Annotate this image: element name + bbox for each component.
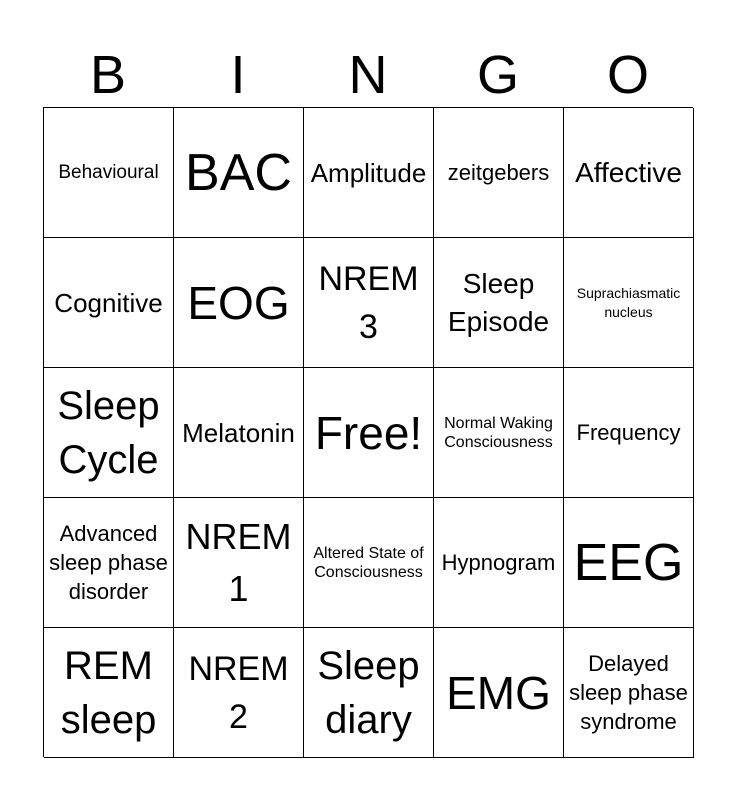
bingo-cell[interactable] <box>44 368 174 498</box>
cell-text: Delayed sleep phase syndrome <box>569 651 688 734</box>
bingo-cell[interactable] <box>434 238 564 368</box>
bingo-header <box>43 42 693 108</box>
bingo-cell[interactable] <box>304 628 434 758</box>
bingo-cell[interactable] <box>304 238 434 368</box>
bingo-cell[interactable] <box>564 108 694 238</box>
bingo-cell[interactable] <box>564 498 694 628</box>
cell-text: Cognitive <box>54 287 163 318</box>
bingo-cell[interactable] <box>434 498 564 628</box>
bingo-cell[interactable] <box>304 108 434 238</box>
cell-text: Normal Waking Consciousness <box>444 414 553 451</box>
bingo-cell[interactable] <box>434 108 564 238</box>
cell-text: EMG <box>446 666 551 719</box>
bingo-cell[interactable] <box>564 628 694 758</box>
cell-text: Sleep Episode <box>447 267 550 337</box>
bingo-cell[interactable] <box>174 238 304 368</box>
bingo-cell[interactable] <box>434 628 564 758</box>
cell-text: REM sleep <box>60 643 157 742</box>
cell-text: BAC <box>185 143 292 202</box>
cell-text: Amplitude <box>310 157 427 188</box>
header-letter-i: I <box>230 45 246 105</box>
header-letter-n: N <box>348 45 388 105</box>
bingo-cell[interactable] <box>564 368 694 498</box>
cell-text: EEG <box>573 533 684 592</box>
cell-text: NREM 3 <box>318 259 419 346</box>
bingo-cell[interactable] <box>44 238 174 368</box>
cell-text: Frequency <box>576 419 681 445</box>
bingo-cell[interactable] <box>174 498 304 628</box>
bingo-cell[interactable] <box>174 108 304 238</box>
cell-text: EOG <box>187 276 290 329</box>
cell-text: Sleep Cycle <box>57 383 160 482</box>
header-letter-o: O <box>606 45 649 105</box>
cell-text: Sleep diary <box>317 643 420 742</box>
cell-text: Suprachiasmatic nucleus <box>576 284 681 320</box>
cell-text: Affective <box>575 156 682 188</box>
bingo-cell[interactable] <box>174 628 304 758</box>
cell-text: Altered State of Consciousness <box>313 544 424 581</box>
bingo-cell[interactable] <box>44 108 174 238</box>
bingo-cell[interactable] <box>44 498 174 628</box>
bingo-cell[interactable] <box>564 238 694 368</box>
bingo-cell[interactable] <box>44 628 174 758</box>
cell-text: Advanced sleep phase disorder <box>49 521 168 604</box>
cell-text: Melatonin <box>182 417 295 448</box>
cell-text: NREM 2 <box>188 649 289 736</box>
cell-text: Hypnogram <box>441 549 556 575</box>
cell-text: Free! <box>314 406 423 459</box>
header-letter-g: G <box>476 45 519 105</box>
bingo-cell[interactable] <box>174 368 304 498</box>
header-letter-b: B <box>89 45 127 105</box>
bingo-cell[interactable] <box>304 368 434 498</box>
cell-text: NREM 1 <box>185 515 292 609</box>
bingo-cell[interactable] <box>304 498 434 628</box>
bingo-grid <box>43 107 693 757</box>
cell-text: Behavioural <box>58 161 159 183</box>
bingo-cell[interactable] <box>434 368 564 498</box>
cell-text: zeitgebers <box>447 159 550 185</box>
